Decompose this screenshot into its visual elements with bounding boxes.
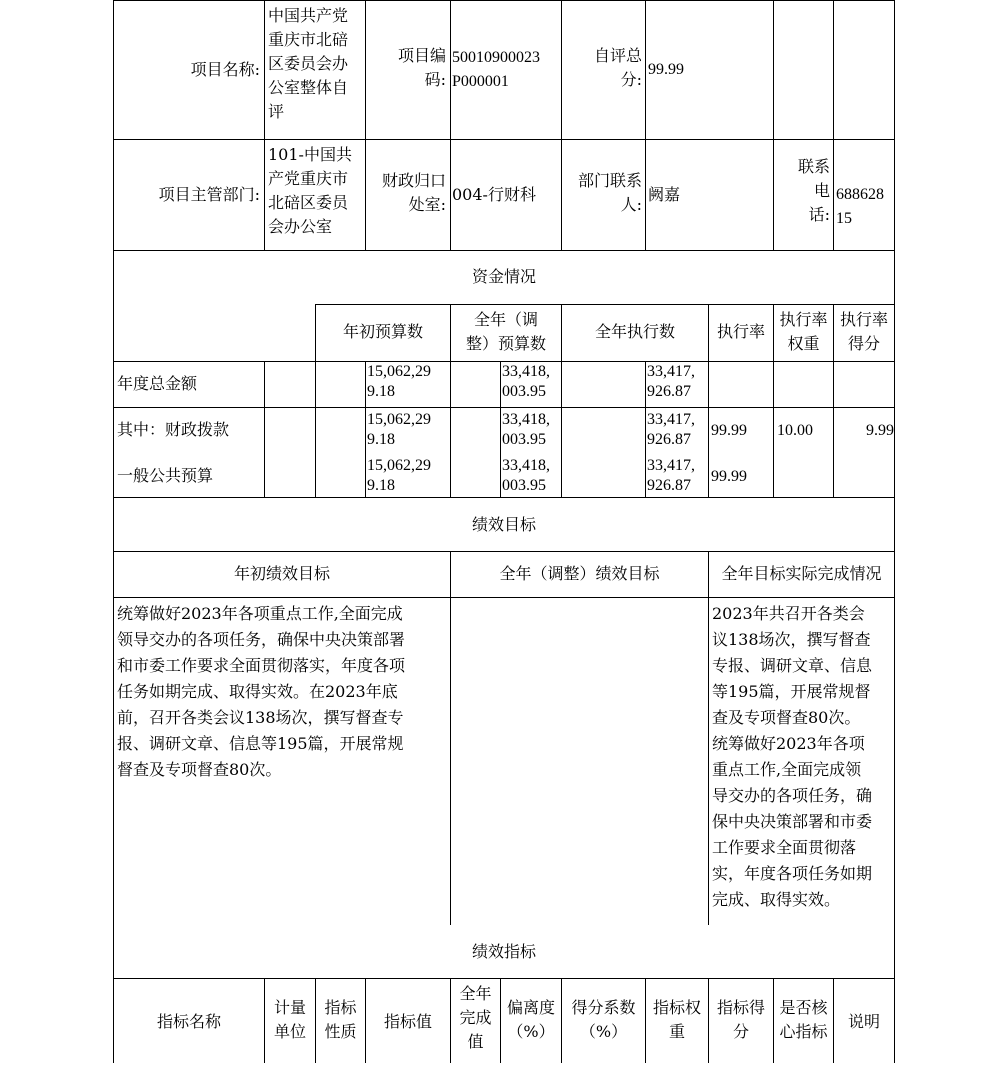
- funds-col-rate: 执行率: [716, 322, 765, 341]
- border-line: [450, 361, 451, 497]
- indicator-col-deviation: 偏离度 （%）: [506, 998, 555, 1041]
- border-line: [113, 978, 895, 979]
- funds-section-title: 资金情况: [471, 267, 536, 286]
- border-line: [365, 361, 366, 497]
- indicator-col-name: 指标名称: [156, 1012, 221, 1031]
- indicator-col-weight: 指标权 重: [652, 998, 701, 1041]
- border-line: [450, 551, 451, 925]
- finance-office-label: 财政归口 处室:: [381, 171, 446, 214]
- contact-person: 阙嘉: [648, 185, 681, 204]
- funds-row-rate: 99.99: [711, 422, 747, 439]
- indicator-col-core: 是否核 心指标: [779, 998, 828, 1041]
- funds-row-weight: 10.00: [777, 422, 813, 439]
- indicator-col-value: 指标值: [383, 1012, 432, 1031]
- border-line: [315, 304, 895, 305]
- funds-col-initial: 年初预算数: [342, 322, 423, 341]
- funds-row-executed: 33,417, 926.87: [647, 411, 695, 448]
- dept-value: 101-中国共 产党重庆市 北碚区委员 会办公室: [268, 145, 352, 236]
- funds-row-adjusted: 33,418, 003.95: [502, 363, 550, 400]
- border-line: [708, 361, 709, 497]
- funds-row-score: 9.99: [866, 422, 894, 439]
- border-line: [113, 551, 895, 552]
- funds-row-adjusted: 33,418, 003.95: [502, 457, 550, 494]
- funds-row-initial: 15,062,29 9.18: [367, 411, 431, 448]
- funds-row-executed: 33,417, 926.87: [647, 363, 695, 400]
- funds-col-weight: 执行率 权重: [779, 310, 828, 353]
- funds-row-label: 其中：财政拨款: [117, 420, 230, 439]
- finance-office-value: 004-行财科: [452, 185, 536, 204]
- funds-row-adjusted: 33,418, 003.95: [502, 411, 550, 448]
- contact-label: 部门联系 人:: [577, 171, 642, 214]
- goals-col-actual: 全年目标实际完成情况: [721, 564, 882, 583]
- border-line: [113, 139, 895, 140]
- indicator-col-note: 说明: [847, 1012, 880, 1031]
- border-line: [773, 361, 774, 497]
- border-line: [113, 407, 895, 408]
- border-line: [833, 0, 834, 250]
- funds-col-score: 执行率 得分: [839, 310, 888, 353]
- border-line: [315, 361, 316, 497]
- indicator-col-coefficient: 得分系数 （%）: [571, 998, 636, 1041]
- funds-row-executed: 33,417, 926.87: [647, 457, 695, 494]
- border-line: [113, 0, 895, 1]
- dept-label: 项目主管部门:: [158, 185, 260, 204]
- indicator-col-score: 指标得 分: [716, 998, 765, 1041]
- indicator-col-unit: 计量 单位: [273, 998, 306, 1041]
- indicators-section-title: 绩效指标: [471, 942, 536, 961]
- goals-section-title: 绩效目标: [471, 515, 536, 534]
- funds-col-executed: 全年执行数: [594, 322, 675, 341]
- border-line: [113, 250, 895, 251]
- border-line: [645, 361, 646, 497]
- border-line: [450, 0, 451, 250]
- border-line: [113, 597, 895, 598]
- funds-row-label: 一般公共预算: [117, 466, 214, 485]
- project-name-label: 项目名称:: [190, 60, 260, 79]
- goals-col-initial: 年初绩效目标: [233, 564, 330, 583]
- indicator-col-actual: 全年 完成 值: [459, 984, 492, 1051]
- border-line: [708, 551, 709, 925]
- goals-actual-text: 2023年共召开各类会 议138场次，撰写督查 专报、调研文章、信息 等195篇，开展常规督 查及专项督查80次。 统筹做好2023年各项 重点工作,全面完成领 导交办的各项任务，确 保中央决策部署和市委 工作要求全面贯彻落 实，年度各项任务如期 完成、取得实效。: [712, 604, 873, 909]
- border-line: [561, 361, 562, 497]
- border-line: [500, 361, 501, 497]
- border-line: [264, 0, 265, 250]
- project-code-label: 项目编 码:: [397, 46, 446, 89]
- border-line: [894, 0, 895, 1063]
- indicator-col-nature: 指标 性质: [324, 998, 357, 1041]
- self-eval-label: 自评总 分:: [593, 46, 642, 89]
- funds-col-adjusted: 全年（调 整）预算数: [465, 310, 546, 353]
- funds-row-label: 年度总金额: [117, 374, 198, 393]
- funds-row-rate: 99.99: [711, 468, 747, 485]
- self-eval-score: 99.99: [648, 61, 684, 78]
- funds-row-initial: 15,062,29 9.18: [367, 363, 431, 400]
- border-line: [113, 497, 895, 498]
- goals-initial-text: 统筹做好2023年各项重点工作,全面完成 领导交办的各项任务，确保中央决策部署 和市委工作要求全面贯彻落实，年度各项 任务如期完成、取得实效。在2023年底 前，召开各类会议138场次，撰写督查专 报、调研文章、信息等195篇，开展常规 督查及专项督查80次。: [117, 604, 406, 779]
- border-line: [645, 0, 646, 250]
- border-line: [264, 361, 265, 497]
- goals-col-adjusted: 全年（调整）绩效目标: [499, 564, 660, 583]
- project-code-value: 50010900023 P000001: [452, 49, 540, 90]
- funds-row-initial: 15,062,29 9.18: [367, 457, 431, 494]
- phone-label: 联系 电 话:: [797, 157, 830, 224]
- project-name-value: 中国共产党 重庆市北碚 区委员会办 公室整体自 评: [268, 6, 349, 121]
- phone-value: 688628 15: [836, 186, 884, 227]
